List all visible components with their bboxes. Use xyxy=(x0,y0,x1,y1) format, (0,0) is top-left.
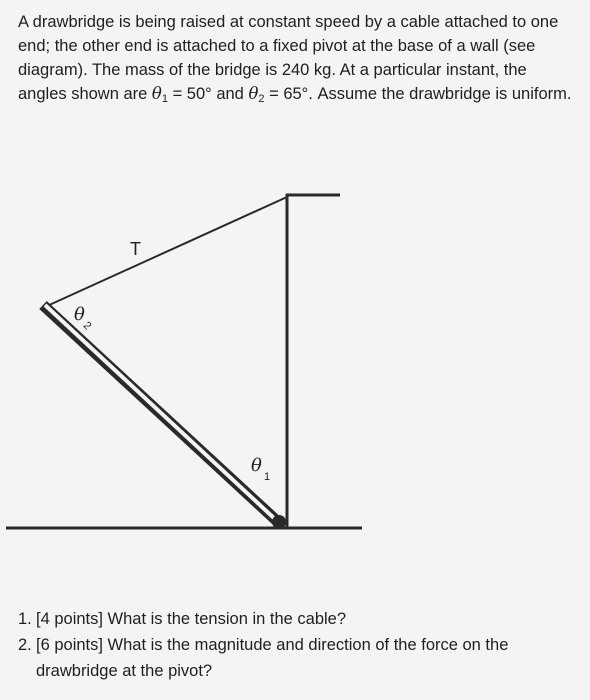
drawbridge-diagram xyxy=(0,170,590,540)
tension-label: T xyxy=(130,239,141,259)
theta1-symbol: θ xyxy=(151,84,162,103)
theta1-value: = 50° and xyxy=(167,85,249,103)
theta2-label: θ xyxy=(74,304,85,325)
theta1-subscript: 1 xyxy=(161,93,168,105)
theta2-label-sub: 2 xyxy=(80,319,94,333)
question-1-text: [4 points] What is the tension in the cable? xyxy=(36,610,347,628)
drawbridge-inner xyxy=(45,305,276,520)
problem-text-1: A drawbridge is being raised at constant speed by a cable attached to one end; the other end is attached to a fixed pivot at the base of a wall (see diagram). The mass of the bridge is 240 kg. At a particular instant, the angles shown are xyxy=(18,13,559,103)
problem-statement xyxy=(18,10,578,111)
question-list xyxy=(18,606,578,684)
theta2-subscript: 2 xyxy=(258,93,265,105)
pivot xyxy=(272,515,286,529)
theta2-symbol: θ xyxy=(248,84,259,103)
question-1-number: 1. xyxy=(18,610,32,628)
question-2-number: 2. xyxy=(18,636,32,654)
cable xyxy=(47,197,287,306)
theta1-label: θ xyxy=(251,455,262,476)
question-2-text: [6 points] What is the magnitude and direction of the force on the drawbridge at the pivot? xyxy=(36,636,509,680)
problem-text-2: = 65°. Assume the drawbridge is uniform. xyxy=(264,85,572,103)
question-1 xyxy=(18,606,578,632)
theta1-label-sub: 1 xyxy=(264,471,271,483)
question-2 xyxy=(18,632,578,684)
